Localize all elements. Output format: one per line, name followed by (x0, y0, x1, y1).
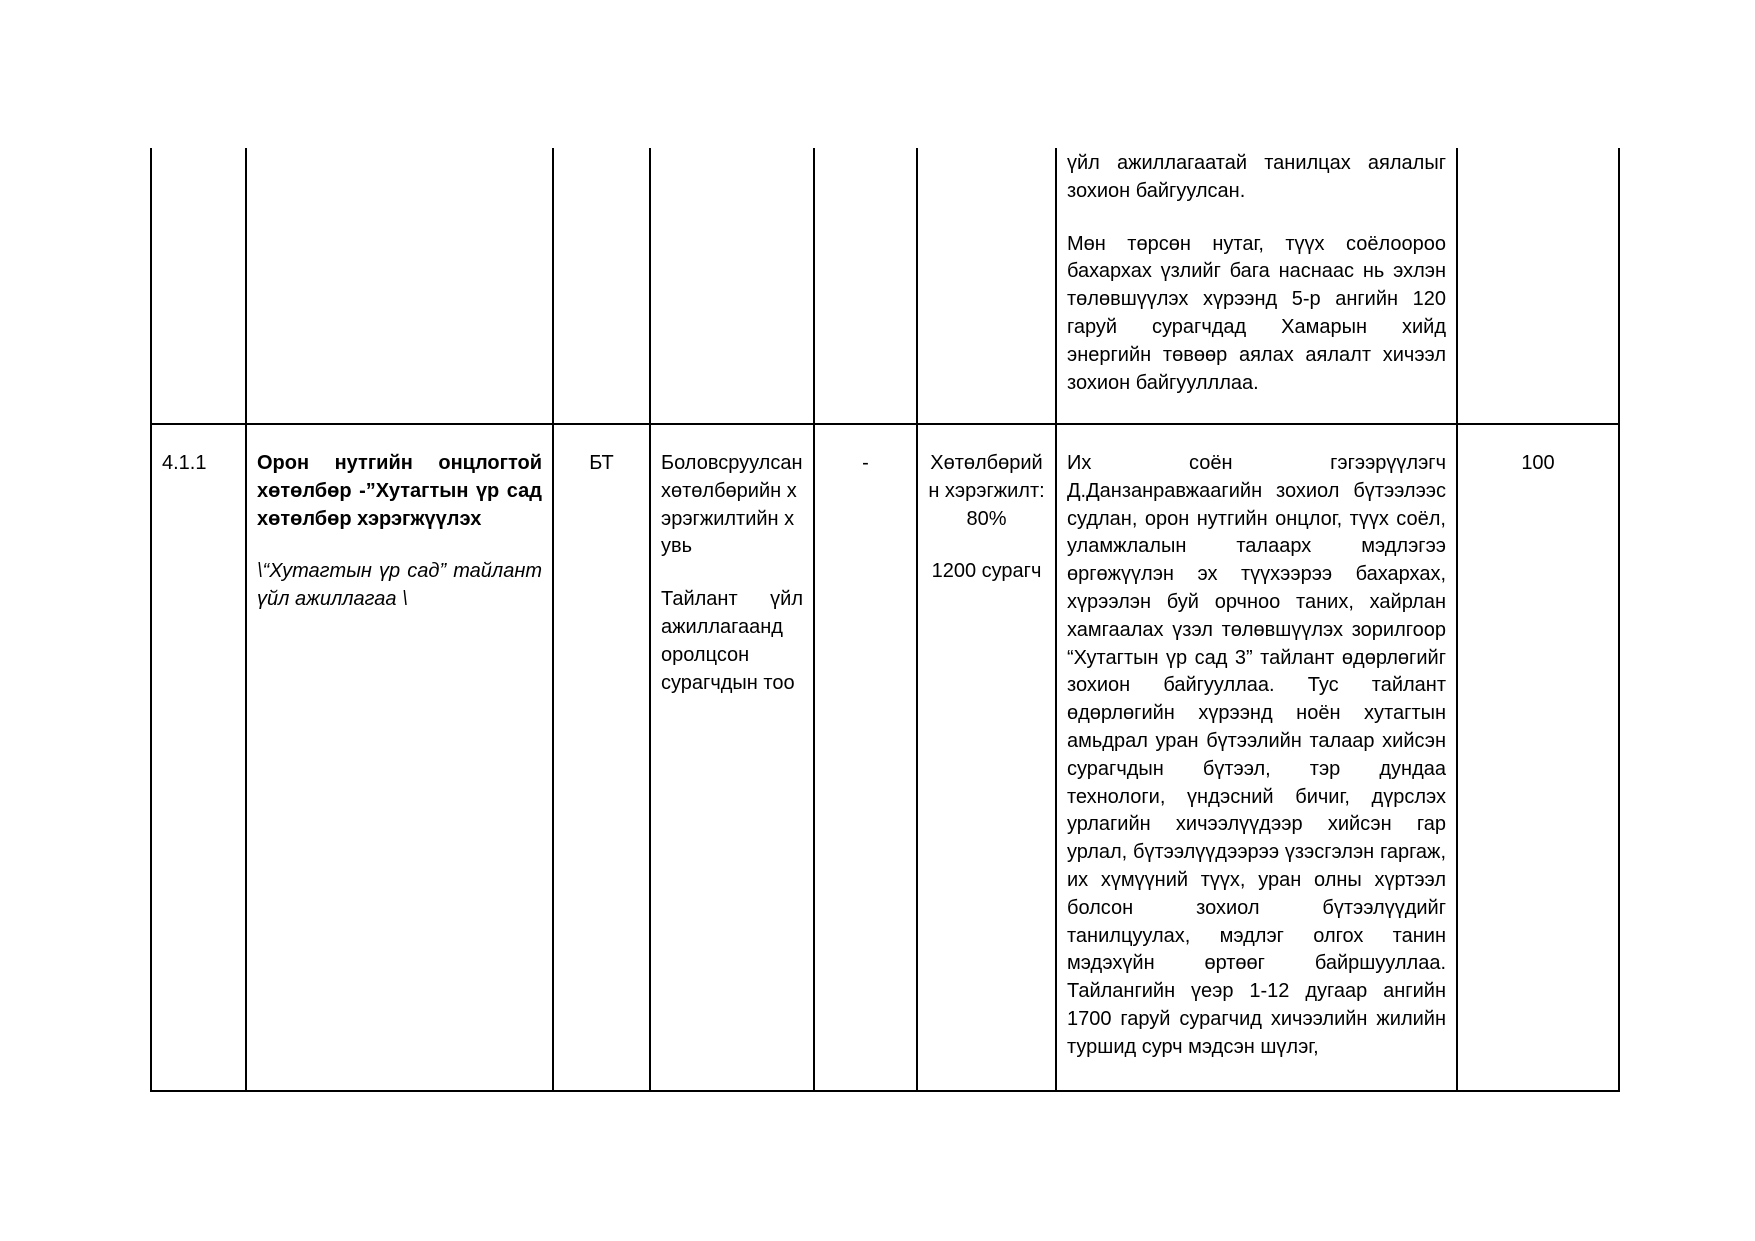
table-row-continued (151, 148, 1619, 424)
cell-score (1457, 148, 1619, 424)
cell-target (917, 148, 1056, 424)
result-text: Их соён гэгээрүүлэгч Д.Данзанравжаагийн зохиол бүтээлээс судлан, орон нутгийн онцлог, түүх соёл, уламжлалын талаарх мэдлэгээ өргөжүүлэн эх түүхээрээ бахархах, хүрээлэн буй орчноо таних, хайрлан хамгаалах үзэл төлөвшүүлэх зорилгоор “Хутагтын үр сад 3” тайлант өдөрлөгийг зохион байгууллаа. Тус тайлант өдөрлөгийн хүрээнд ноён хутагтын амьдрал уран бүтээлийн талаар хийсэн сурагчдын бүтээл, тэр дундаа технологи, үндэсний бичиг, дүрслэх урлагийн хичээлүүдээр хийсэн гар урлал, бүтээлүүдээрээ үзэсгэлэн гаргаж, их хүмүүний түүх, уран олны хүртээл болсон зохиол бүтээлүүдийг танилцуулах, мэдлэг олгох танин мэдэхүйн өртөөг байршууллаа. Тайлангийн үеэр 1-12 дугаар ангийн 1700 гаруй сурагчид хичээлийн жилийн туршид сурч мэдсэн шүлэг, (1067, 452, 1446, 1058)
result-paragraph: үйл ажиллагаатай танилцах аялалыг зохион байгуулсан. (1067, 152, 1446, 202)
cell-number (151, 424, 246, 1091)
result-paragraph: Мөн төрсөн нутаг, түүх соёлоороо бахархах үзлийг бага наснаас нь эхлэн төлөвшүүлэх хүрээнд 5-р ангийн 120 гаруй сурагчдад Хамарын хийд энергийн төвөөр аялах аялалт хичээл зохион байгуулллаа. (1067, 232, 1446, 394)
row-number: 4.1.1 (162, 452, 207, 474)
cell-responsible (553, 148, 650, 424)
cell-baseline (814, 424, 917, 1091)
table-row (151, 424, 1619, 1091)
cell-responsible (553, 424, 650, 1091)
report-table (150, 148, 1620, 1092)
indicator-2: Тайлант үйл ажиллагаанд оролцсон сурагчдын тоо (661, 588, 803, 694)
cell-title (246, 148, 553, 424)
cell-score (1457, 424, 1619, 1091)
cell-baseline (814, 148, 917, 424)
indicator-1: Боловсруулсан хөтөлбөрийн хэрэгжилтийн хувь (661, 452, 803, 558)
result-clip (1067, 450, 1446, 1090)
target-1: Хөтөлбөрийн хэрэгжилт: 80% (928, 452, 1045, 530)
cell-result (1056, 424, 1457, 1091)
cell-target (917, 424, 1056, 1091)
score: 100 (1521, 452, 1555, 474)
cell-indicator (650, 424, 814, 1091)
target-2: 1200 сурагч (931, 560, 1042, 583)
responsible: БТ (589, 452, 614, 474)
row-title: Орон нутгийн онцлогтой хөтөлбөр -”Хутагтын үр сад хөтөлбөр хэрэгжүүлэх (257, 452, 542, 530)
baseline: - (862, 452, 869, 474)
row-subtitle: \“Хутагтын үр сад” тайлант үйл ажиллагаа \ (257, 560, 542, 611)
cell-title (246, 424, 553, 1091)
cell-result (1056, 148, 1457, 424)
cell-indicator (650, 148, 814, 424)
cell-number (151, 148, 246, 424)
